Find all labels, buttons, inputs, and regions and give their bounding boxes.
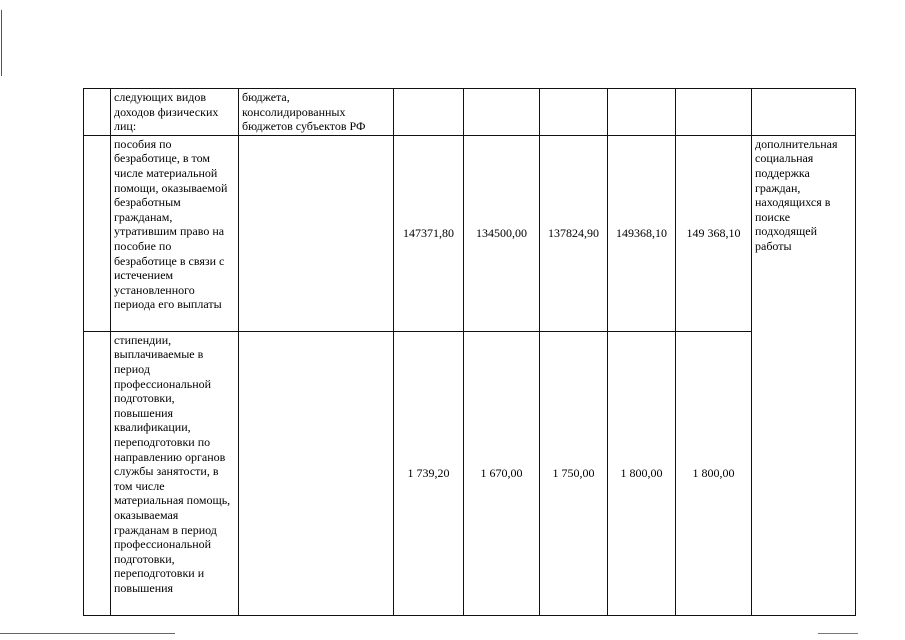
budget-table bbox=[83, 88, 856, 616]
value-cell bbox=[608, 89, 676, 136]
value-cell: 1 739,20 bbox=[394, 331, 464, 615]
description-text: пособия по безработице, в том числе материальной помощи, оказываемой безработным гражданам, утратившим право на пособие по безработице в связи с истечением установленного периода его выплаты bbox=[114, 136, 228, 312]
description-cell bbox=[111, 331, 239, 615]
document-table-container bbox=[83, 88, 855, 611]
description-cell bbox=[111, 89, 239, 136]
table-row bbox=[84, 331, 856, 615]
note-cell bbox=[752, 135, 856, 615]
value-cell: 134500,00 bbox=[464, 135, 540, 331]
value-cell bbox=[676, 89, 752, 136]
value-cell: 149368,10 bbox=[608, 135, 676, 331]
budget-text: бюджета, консолидированных бюджетов субъектов РФ bbox=[242, 90, 366, 134]
value-cell: 137824,90 bbox=[540, 135, 608, 331]
value-cell: 1 670,00 bbox=[464, 331, 540, 615]
value-cell: 1 750,00 bbox=[540, 331, 608, 615]
value-cell bbox=[540, 89, 608, 136]
scan-bottom-line bbox=[0, 633, 175, 634]
row-number-cell bbox=[84, 331, 111, 615]
note-cell bbox=[752, 89, 856, 136]
note-text: дополнительная социальная поддержка граждан, находящихся в поиске подходящей работы bbox=[755, 136, 838, 253]
value-cell: 147371,80 bbox=[394, 135, 464, 331]
table-row bbox=[84, 135, 856, 331]
value-cell: 1 800,00 bbox=[676, 331, 752, 615]
table-row bbox=[84, 89, 856, 136]
budget-cell bbox=[239, 135, 394, 331]
budget-cell bbox=[239, 89, 394, 136]
scan-bottom-line bbox=[818, 633, 858, 634]
description-cell bbox=[111, 135, 239, 331]
value-cell: 1 800,00 bbox=[608, 331, 676, 615]
scan-edge-mark bbox=[1, 10, 2, 76]
value-cell bbox=[464, 89, 540, 136]
budget-cell bbox=[239, 331, 394, 615]
description-text: следующих видов доходов физических лиц: bbox=[114, 90, 219, 134]
description-text: стипендии, выплачиваемые в период профессиональной подготовки, повышения квалификации, переподготовки по направлению органов службы занятости, в том числе материальная помощь, оказываемая гражданам в период профессиональной подготовки, переподготовки и повышения bbox=[114, 332, 231, 595]
value-cell: 149 368,10 bbox=[676, 135, 752, 331]
row-number-cell bbox=[84, 89, 111, 136]
row-number-cell bbox=[84, 135, 111, 331]
value-cell bbox=[394, 89, 464, 136]
